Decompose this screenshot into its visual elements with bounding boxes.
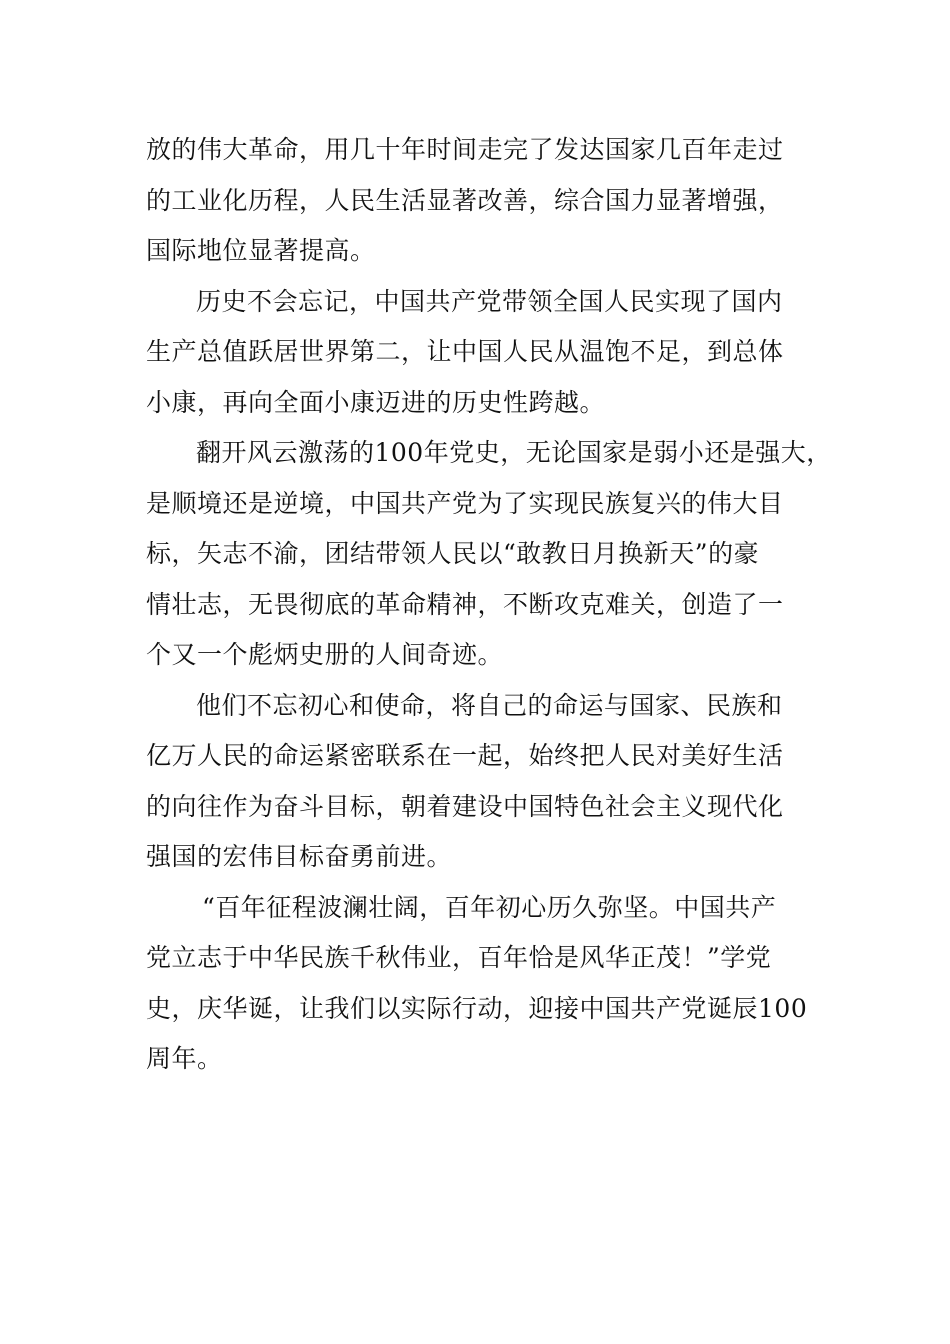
paragraph-2 [146, 277, 816, 429]
paragraph-line: 党立志于中华民族千秋伟业，百年恰是风华正茂！”学党 [146, 943, 772, 972]
paragraph-1 [146, 125, 816, 277]
paragraph-4 [146, 681, 816, 883]
paragraph-line: 是顺境还是逆境，中国共产党为了实现民族复兴的伟大目 [146, 488, 784, 518]
document-body [146, 125, 832, 1085]
paragraph-line: 他们不忘初心和使命，将自己的命运与国家、民族和 [196, 690, 783, 720]
paragraph-line: 的向往作为奋斗目标，朝着建设中国特色社会主义现代化 [146, 791, 784, 821]
paragraph-line: 史，庆华诞，让我们以实际行动，迎接中国共产党诞辰100 [146, 993, 808, 1023]
paragraph-line: 标，矢志不渝，团结带领人民以“敢教日月换新天”的豪 [146, 539, 760, 568]
paragraph-line: 个又一个彪炳史册的人间奇迹。 [146, 640, 504, 669]
paragraph-line: 生产总值跃居世界第二，让中国人民从温饱不足，到总体 [146, 337, 784, 366]
paragraph-line: “百年征程波澜壮阔，百年初心历久弥坚。中国共产 [202, 892, 777, 922]
paragraph-line: 翻开风云激荡的100年党史，无论国家是弱小还是强大， [196, 438, 832, 467]
paragraph-line: 情壮志，无畏彻底的革命精神，不断攻克难关，创造了一 [146, 589, 784, 619]
paragraph-line: 周年。 [146, 1044, 223, 1073]
paragraph-line: 的工业化历程，人民生活显著改善，综合国力显著增强， [146, 185, 784, 215]
paragraph-line: 亿万人民的命运紧密联系在一起，始终把人民对美好生活 [146, 741, 784, 770]
paragraph-line: 小康，再向全面小康迈进的历史性跨越。 [146, 387, 606, 417]
paragraph-5 [146, 883, 816, 1085]
paragraph-line: 放的伟大革命，用几十年时间走完了发达国家几百年走过 [146, 135, 784, 164]
paragraph-line: 强国的宏伟目标奋勇前进。 [146, 842, 453, 871]
paragraph-line: 国际地位显著提高。 [146, 236, 376, 265]
paragraph-3 [146, 428, 832, 681]
paragraph-line: 历史不会忘记，中国共产党带领全国人民实现了国内 [196, 286, 783, 316]
